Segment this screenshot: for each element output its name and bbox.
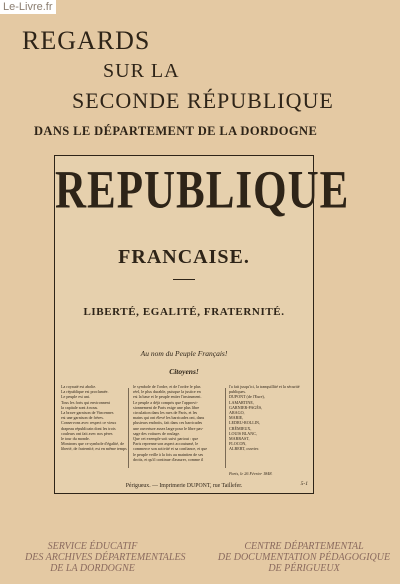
institution-left-line: DE LA DORDOGNE bbox=[50, 563, 135, 574]
poster-text-column-1 bbox=[61, 384, 127, 452]
poster-signatory: LEDRU-ROLLIN, bbox=[229, 420, 261, 426]
poster-reproduction bbox=[54, 155, 350, 494]
poster-text-line: Le peuple a déjà compris que l'approvi- bbox=[133, 399, 198, 405]
watermark: Le-Livre.fr bbox=[0, 0, 56, 14]
poster-text-line: le tour du monde. bbox=[61, 436, 90, 442]
poster-text-line: plusieurs endroits, fait dans ces barricades bbox=[133, 420, 203, 426]
poster-text-column-2 bbox=[133, 384, 223, 462]
poster-text-line: commerce son activité et sa confiance, et que bbox=[133, 446, 208, 452]
poster-signatory: FLOCON, bbox=[229, 441, 247, 447]
poster-text-line: couleurs ont fait avec nos pères bbox=[61, 430, 113, 436]
poster-title: REPUBLIQUE bbox=[55, 161, 350, 220]
cover-title-line-1: REGARDS bbox=[22, 26, 151, 55]
poster-text-line: est la base et le peuple entier l'instrument. bbox=[133, 394, 202, 400]
poster-signatory: MARRAST, bbox=[229, 436, 250, 442]
poster-text-line: le peuple veille à la fois au maintien de ses bbox=[133, 451, 204, 457]
poster-date: Paris, le 26 Février 1848. bbox=[229, 471, 273, 476]
poster-text-line: Montrons que ce symbole d'égalité, de bbox=[61, 441, 125, 447]
poster-text-line: publiques. bbox=[229, 389, 246, 395]
poster-invocation: Au nom du Peuple Français! bbox=[140, 349, 228, 358]
poster-text-line: La royauté est abolie. bbox=[61, 384, 97, 389]
poster-text-line: sionnement de Paris exige une plus libre bbox=[133, 404, 200, 410]
poster-motto: LIBERTÉ, EGALITÉ, FRATERNITÉ. bbox=[83, 306, 285, 318]
poster-text-line: circulation dans les rues de Paris, et les bbox=[133, 410, 198, 416]
poster-text-line: une ouverture assez large pour le libre pas- bbox=[133, 425, 204, 431]
poster-text-line: l'a fait jusqu'ici, la tranquillité et la sécurité bbox=[229, 384, 300, 389]
institution-right-line: CENTRE DÉPARTEMENTAL bbox=[244, 541, 364, 552]
poster-signatory: LOUIS BLANC, bbox=[229, 430, 257, 436]
poster-address: Citoyens! bbox=[169, 367, 199, 376]
poster-signatory: LAMARTINE, bbox=[229, 399, 254, 405]
cover-subtitle: DANS LE DÉPARTEMENT DE LA DORDOGNE bbox=[34, 124, 318, 138]
institution-left bbox=[25, 541, 186, 574]
poster-archive-number: 5-1 bbox=[300, 481, 308, 487]
poster-text-line: liberté, de fraternité, est en même temps bbox=[61, 446, 127, 452]
institution-left-line: SERVICE ÉDUCATIF bbox=[47, 541, 138, 552]
poster-column-rule bbox=[128, 388, 129, 468]
poster-text-line: Paris reprenne son aspect accoutumé, le bbox=[133, 441, 199, 447]
cover-title-line-2: SUR LA bbox=[103, 60, 180, 82]
poster-signatory: MARIE, bbox=[229, 415, 244, 421]
poster-text-line: Conservons avec respect ce vieux bbox=[61, 420, 117, 426]
poster-signatory: GARNIER-PAGÈS, bbox=[229, 404, 263, 410]
poster-signatory: DUPONT (de l'Eure), bbox=[229, 394, 265, 400]
cover-title-line-3: SECONDE RÉPUBLIQUE bbox=[72, 88, 334, 113]
poster-text-line: La brave garnison de Vincennes bbox=[61, 410, 114, 416]
institution-left-line: DES ARCHIVES DÉPARTEMENTALES bbox=[25, 552, 186, 563]
institution-right-line: DE PÉRIGUEUX bbox=[268, 563, 340, 574]
poster-printer-line: Périgueux. — Imprimerie DUPONT, rue Taillefer. bbox=[125, 483, 243, 489]
poster-text-line: La république est proclamée. bbox=[61, 389, 109, 395]
poster-signatory: CRÉMIEUX, bbox=[229, 425, 252, 431]
poster-text-line: est une garnison de frères. bbox=[61, 415, 104, 421]
institution-right bbox=[214, 541, 394, 574]
poster-text-line: drapeau républicain dont les trois bbox=[61, 425, 116, 431]
poster-text-line: Que cet exemple soit suivi partout : que bbox=[133, 436, 199, 442]
poster-text-line: sage des voitures de roulage. bbox=[133, 430, 181, 436]
poster-text-line: la capitale sont à nous. bbox=[61, 404, 99, 410]
poster-signatory: ARAGO, bbox=[229, 410, 245, 416]
poster-text-line: le symbole de l'ordre, et de l'ordre le plus bbox=[133, 384, 201, 389]
poster-text-line: droits, et qu'il continue d'assurer, comme il bbox=[133, 456, 204, 462]
poster-text-line: mains qui ont élevé les barricades ont, dans bbox=[133, 415, 205, 421]
poster-subtitle: FRANCAISE. bbox=[118, 246, 250, 268]
poster-divider bbox=[173, 279, 195, 280]
poster-column-rule bbox=[225, 388, 226, 468]
poster-text-line: Tous les forts qui environnent bbox=[61, 399, 110, 405]
poster-signatory: ALBERT, ouvrier. bbox=[229, 446, 260, 452]
poster-text-line: réel, le plus durable, puisque la justice en bbox=[133, 389, 201, 395]
poster-text-column-3 bbox=[229, 384, 307, 452]
poster-text-line: Le peuple est uni. bbox=[61, 394, 91, 400]
institution-right-line: DE DOCUMENTATION PÉDAGOGIQUE bbox=[217, 552, 391, 563]
